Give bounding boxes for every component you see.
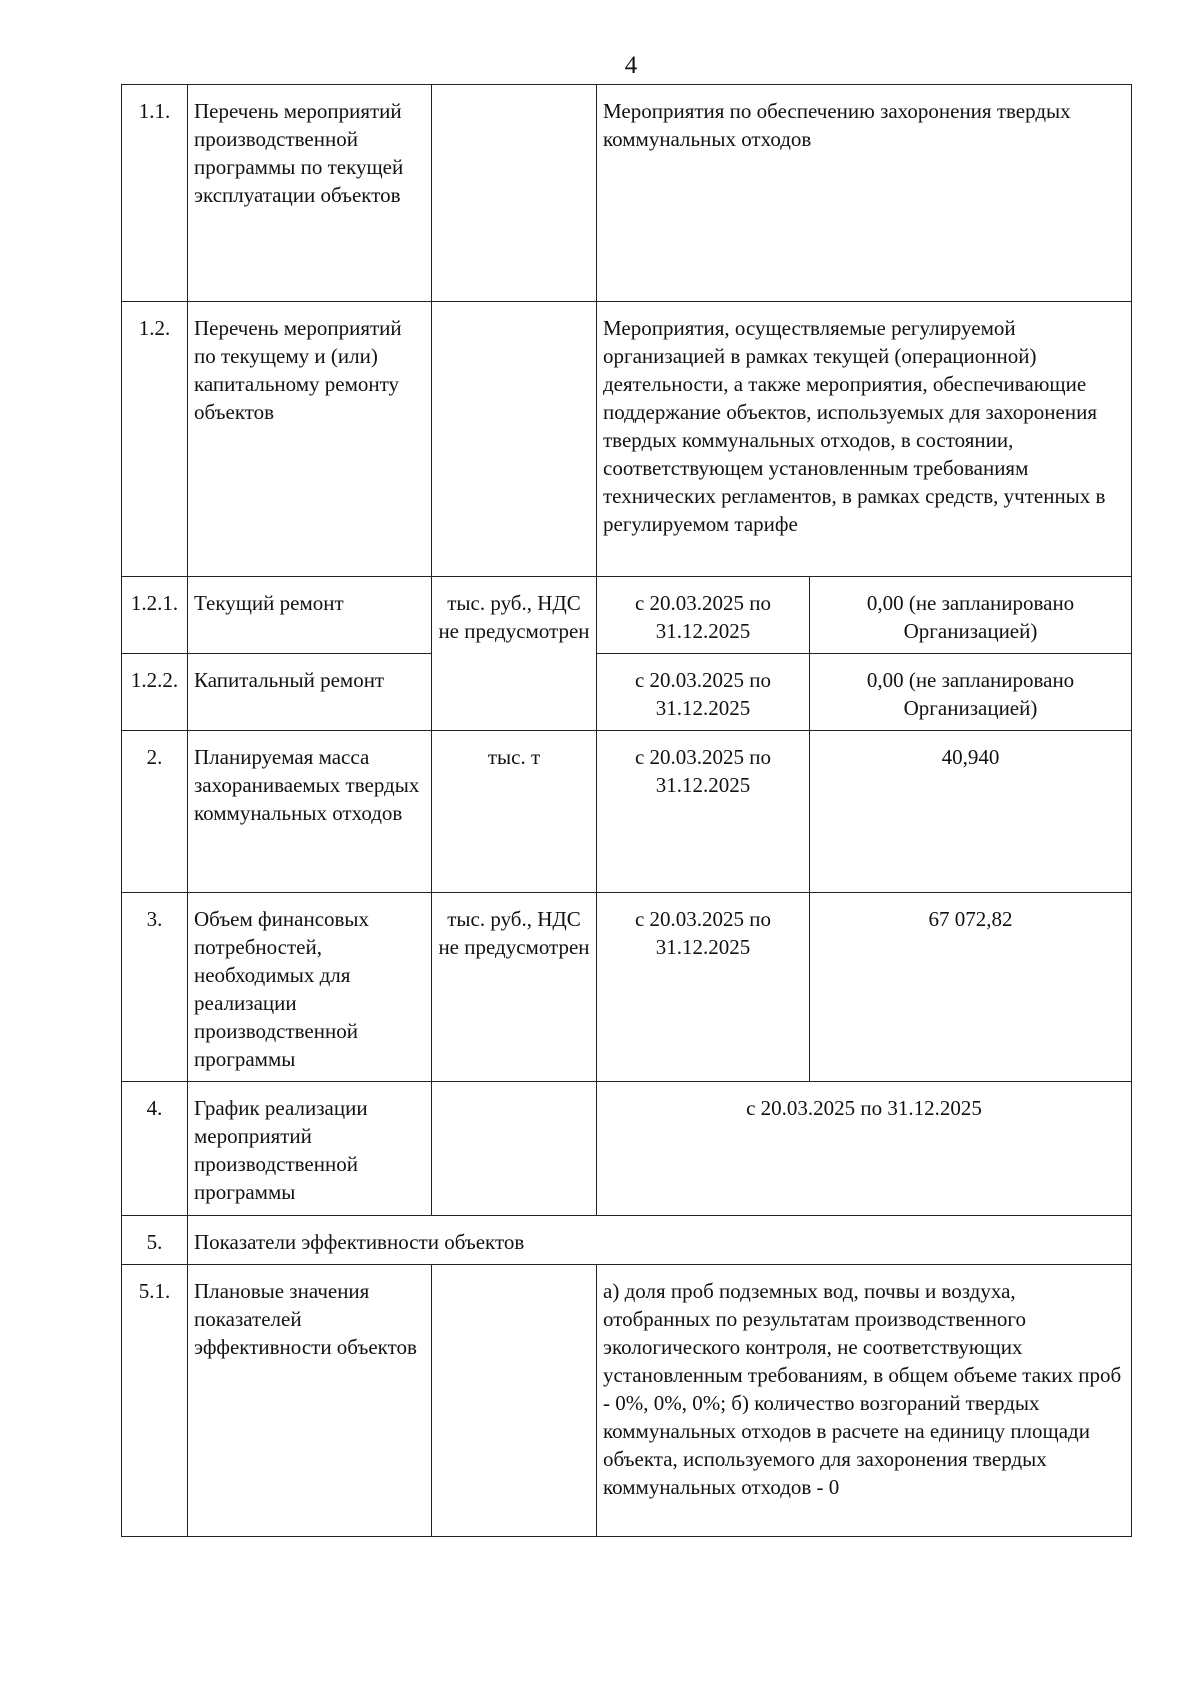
row-number: 4. bbox=[122, 1082, 188, 1216]
table-row bbox=[122, 654, 1132, 731]
row-value: а) доля проб подземных вод, почвы и воздуха, отобранных по результатам производственного экологического контроля, не соответствующих установленным требованиям, в общем объеме таких проб - 0%, 0%, 0%; б) количество возгораний твердых коммунальных отходов в расчете на единицу площади объекта, используемого для захоронения твердых коммунальных отходов - 0 bbox=[597, 1265, 1132, 1537]
row-name: Планируемая масса захораниваемых твердых коммунальных отходов bbox=[188, 731, 432, 893]
table-row bbox=[122, 1216, 1132, 1265]
table-row bbox=[122, 577, 1132, 654]
row-number: 2. bbox=[122, 731, 188, 893]
table-row bbox=[122, 893, 1132, 1082]
row-period: с 20.03.2025 по 31.12.2025 bbox=[597, 654, 810, 731]
row-unit: тыс. руб., НДС не предусмотрен bbox=[432, 893, 597, 1082]
row-unit: тыс. т bbox=[432, 731, 597, 893]
row-name: Перечень мероприятий производственной программы по текущей эксплуатации объектов bbox=[188, 85, 432, 302]
row-number: 1.1. bbox=[122, 85, 188, 302]
program-table bbox=[121, 84, 1132, 1537]
row-number: 5.1. bbox=[122, 1265, 188, 1537]
row-number: 3. bbox=[122, 893, 188, 1082]
row-name: Текущий ремонт bbox=[188, 577, 432, 654]
row-unit bbox=[432, 302, 597, 577]
row-value: Мероприятия, осуществляемые регулируемой организацией в рамках текущей (операционной) деятельности, а также мероприятия, обеспечивающие поддержание объектов, используемых для захоронения твердых коммунальных отходов, в состоянии, соответствующем установленным требованиям технических регламентов, в рамках средств, учтенных в регулируемом тарифе bbox=[597, 302, 1132, 577]
row-number: 1.2. bbox=[122, 302, 188, 577]
row-period: с 20.03.2025 по 31.12.2025 bbox=[597, 893, 810, 1082]
row-value: 0,00 (не запланировано Организацией) bbox=[810, 577, 1132, 654]
row-name: Объем финансовых потребностей, необходимых для реализации производственной программы bbox=[188, 893, 432, 1082]
row-unit bbox=[432, 85, 597, 302]
table-row bbox=[122, 85, 1132, 302]
row-unit bbox=[432, 1265, 597, 1537]
row-number: 1.2.2. bbox=[122, 654, 188, 731]
row-value: с 20.03.2025 по 31.12.2025 bbox=[597, 1082, 1132, 1216]
table-row bbox=[122, 731, 1132, 893]
row-value: 0,00 (не запланировано Организацией) bbox=[810, 654, 1132, 731]
row-value: 40,940 bbox=[810, 731, 1132, 893]
row-period: с 20.03.2025 по 31.12.2025 bbox=[597, 731, 810, 893]
table-row bbox=[122, 1265, 1132, 1537]
row-unit bbox=[432, 1082, 597, 1216]
row-name: График реализации мероприятий производственной программы bbox=[188, 1082, 432, 1216]
table-row bbox=[122, 1082, 1132, 1216]
row-name: Капитальный ремонт bbox=[188, 654, 432, 731]
row-number: 1.2.1. bbox=[122, 577, 188, 654]
row-period: с 20.03.2025 по 31.12.2025 bbox=[597, 577, 810, 654]
table-row bbox=[122, 302, 1132, 577]
row-name: Показатели эффективности объектов bbox=[188, 1216, 1132, 1265]
row-name: Перечень мероприятий по текущему и (или) капитальному ремонту объектов bbox=[188, 302, 432, 577]
row-value: 67 072,82 bbox=[810, 893, 1132, 1082]
row-number: 5. bbox=[122, 1216, 188, 1265]
row-name: Плановые значения показателей эффективности объектов bbox=[188, 1265, 432, 1537]
page-number: 4 bbox=[624, 52, 638, 79]
row-unit: тыс. руб., НДС не предусмотрен bbox=[432, 577, 597, 731]
row-value: Мероприятия по обеспечению захоронения твердых коммунальных отходов bbox=[597, 85, 1132, 302]
